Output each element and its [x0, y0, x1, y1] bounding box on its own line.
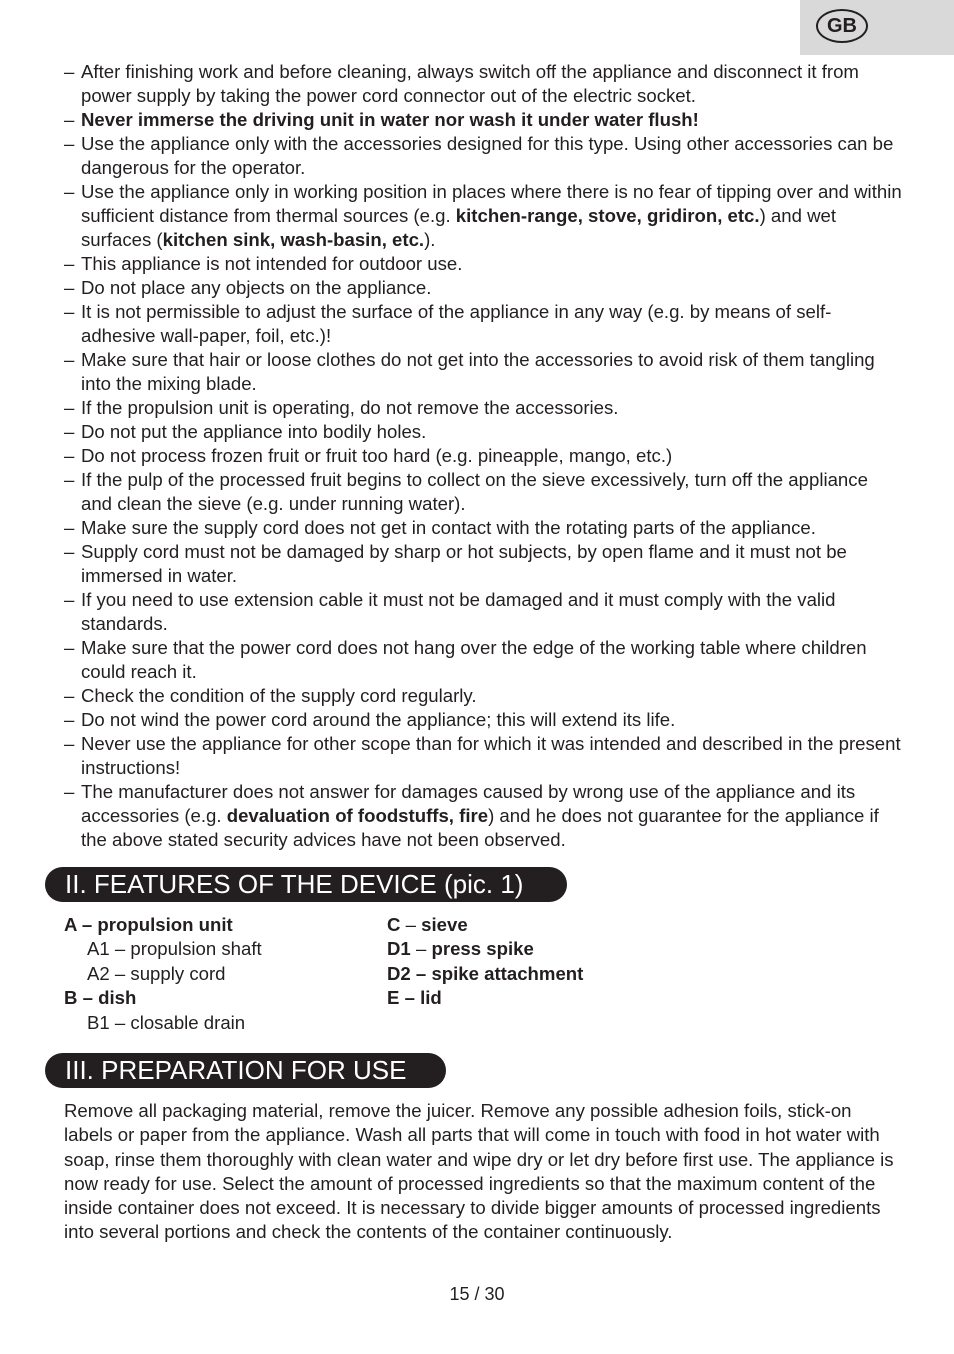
- list-item: [64, 636, 904, 684]
- item-bold-text: Never immerse the driving unit in water nor wash it under water flush!: [81, 109, 699, 130]
- item-text: Do not wind the power cord around the appliance; this will extend its life.: [81, 709, 676, 730]
- features-column-left: [64, 913, 262, 1035]
- safety-list: [64, 60, 904, 852]
- list-item: [64, 252, 904, 276]
- list-item: [64, 540, 904, 588]
- item-text: The manufacturer does not answer for damages caused by wrong use of the appliance and its accessories (e.g.: [81, 781, 856, 826]
- feature-code: D1: [387, 938, 411, 960]
- dash-bullet: –: [64, 637, 75, 658]
- dash-bullet: –: [64, 61, 75, 82]
- dash-bullet: –: [64, 421, 75, 442]
- list-item: [64, 468, 904, 516]
- feature-d1: [387, 937, 583, 961]
- item-text: Do not put the appliance into bodily holes.: [81, 421, 427, 442]
- feature-b: B – dish: [64, 987, 137, 1009]
- preparation-paragraph: Remove all packaging material, remove the juicer. Remove any possible adhesion foils, stick-on labels or paper from the appliance. Wash all parts that will come in touch with food in hot water with soap, rinse them thoroughly with clean water and wipe dry or let dry before first use. The appliance is now ready for use. Select the amount of processed ingredients so that the maximum content of the inside container does not exceed. It is necessary to divide bigger amounts of processed ingredients into several portions and check the contents of the container continuously.: [64, 1100, 894, 1243]
- list-item: [64, 708, 904, 732]
- dash-bullet: –: [64, 349, 75, 370]
- item-text: After finishing work and before cleaning, always switch off the appliance and disconnect it from power supply by taking the power cord connector out of the electric socket.: [81, 61, 859, 106]
- item-bold-text: kitchen sink, wash-basin, etc.: [162, 229, 425, 250]
- item-text: Make sure that the power cord does not hang over the edge of the working table where children could reach it.: [81, 637, 867, 682]
- dash-bullet: –: [64, 109, 75, 130]
- language-tab: [800, 0, 954, 55]
- dash-bullet: –: [64, 589, 75, 610]
- list-item: [64, 300, 904, 348]
- language-badge: GB: [816, 9, 868, 43]
- feature-e: E – lid: [387, 987, 442, 1009]
- feature-code: C: [387, 914, 401, 935]
- item-text: If you need to use extension cable it must not be damaged and it must comply with the valid standards.: [81, 589, 836, 634]
- item-text: Do not process frozen fruit or fruit too hard (e.g. pineapple, mango, etc.): [81, 445, 673, 466]
- feature-c: [387, 913, 583, 937]
- dash-bullet: –: [64, 397, 75, 418]
- list-item: [64, 684, 904, 708]
- item-text: This appliance is not intended for outdoor use.: [81, 253, 463, 274]
- list-item: [64, 780, 904, 852]
- dash-bullet: –: [64, 181, 75, 202]
- dash-bullet: –: [64, 133, 75, 154]
- feature-separator: –: [400, 914, 422, 935]
- list-item: [64, 180, 904, 252]
- feature-a2: A2 – supply cord: [87, 962, 226, 984]
- item-text: ).: [424, 229, 436, 250]
- feature-a: A – propulsion unit: [64, 914, 233, 935]
- page-number: 15 / 30: [449, 1284, 505, 1304]
- dash-bullet: –: [64, 781, 75, 802]
- dash-bullet: –: [64, 541, 75, 562]
- dash-bullet: –: [64, 469, 75, 490]
- item-text: If the pulp of the processed fruit begins to collect on the sieve excessively, turn off the appliance and clean the sieve (e.g. under running water).: [81, 469, 868, 514]
- item-text: Use the appliance only with the accessories designed for this type. Using other accessories can be dangerous for the operator.: [81, 133, 894, 178]
- dash-bullet: –: [64, 301, 75, 322]
- item-text: Do not place any objects on the appliance.: [81, 277, 432, 298]
- list-item: [64, 132, 904, 180]
- item-bold-text: kitchen-range, stove, gridiron, etc.: [455, 205, 760, 226]
- preparation-heading: III. PREPARATION FOR USE: [45, 1053, 446, 1088]
- list-item: [64, 348, 904, 396]
- list-item: [64, 732, 904, 780]
- item-text: Supply cord must not be damaged by sharp or hot subjects, by open flame and it must not be immersed in water.: [81, 541, 847, 586]
- item-text: Check the condition of the supply cord regularly.: [81, 685, 477, 706]
- dash-bullet: –: [64, 445, 75, 466]
- feature-d2: D2 – spike attachment: [387, 962, 584, 984]
- dash-bullet: –: [64, 517, 75, 538]
- features-heading: II. FEATURES OF THE DEVICE (pic. 1): [45, 867, 567, 902]
- feature-a1: A1 – propulsion shaft: [87, 938, 262, 960]
- list-item: [64, 444, 904, 468]
- item-text: Make sure the supply cord does not get in contact with the rotating parts of the appliance.: [81, 517, 816, 538]
- dash-bullet: –: [64, 709, 75, 730]
- list-item: [64, 60, 904, 108]
- list-item: [64, 396, 904, 420]
- dash-bullet: –: [64, 277, 75, 298]
- dash-bullet: –: [64, 685, 75, 706]
- item-text: If the propulsion unit is operating, do not remove the accessories.: [81, 397, 619, 418]
- dash-bullet: –: [64, 253, 75, 274]
- dash-bullet: –: [64, 733, 75, 754]
- list-item: [64, 108, 904, 132]
- item-text: ) and he does not guarantee for the appliance if the above stated security advices have not been observed.: [81, 805, 879, 850]
- list-item: [64, 420, 904, 444]
- list-item: [64, 588, 904, 636]
- item-text: ) and wet surfaces (: [81, 205, 837, 250]
- list-item: [64, 276, 904, 300]
- item-text: It is not permissible to adjust the surface of the appliance in any way (e.g. by means of self-adhesive wall-paper, foil, etc.)!: [81, 301, 832, 346]
- item-bold-text: devaluation of foodstuffs, fire: [226, 805, 489, 826]
- feature-label: sieve: [421, 914, 468, 935]
- features-column-right: [387, 913, 583, 1011]
- feature-b1: B1 – closable drain: [87, 1011, 246, 1033]
- item-text: Make sure that hair or loose clothes do not get into the accessories to avoid risk of them tangling into the mixing blade.: [81, 349, 875, 394]
- list-item: [64, 516, 904, 540]
- item-text: Never use the appliance for other scope than for which it was intended and described in the present instructions!: [81, 733, 901, 778]
- feature-separator: –: [410, 938, 432, 960]
- feature-label: press spike: [431, 938, 534, 960]
- item-text: Use the appliance only in working position in places where there is no fear of tipping over and within sufficient distance from thermal sources (e.g.: [81, 181, 902, 226]
